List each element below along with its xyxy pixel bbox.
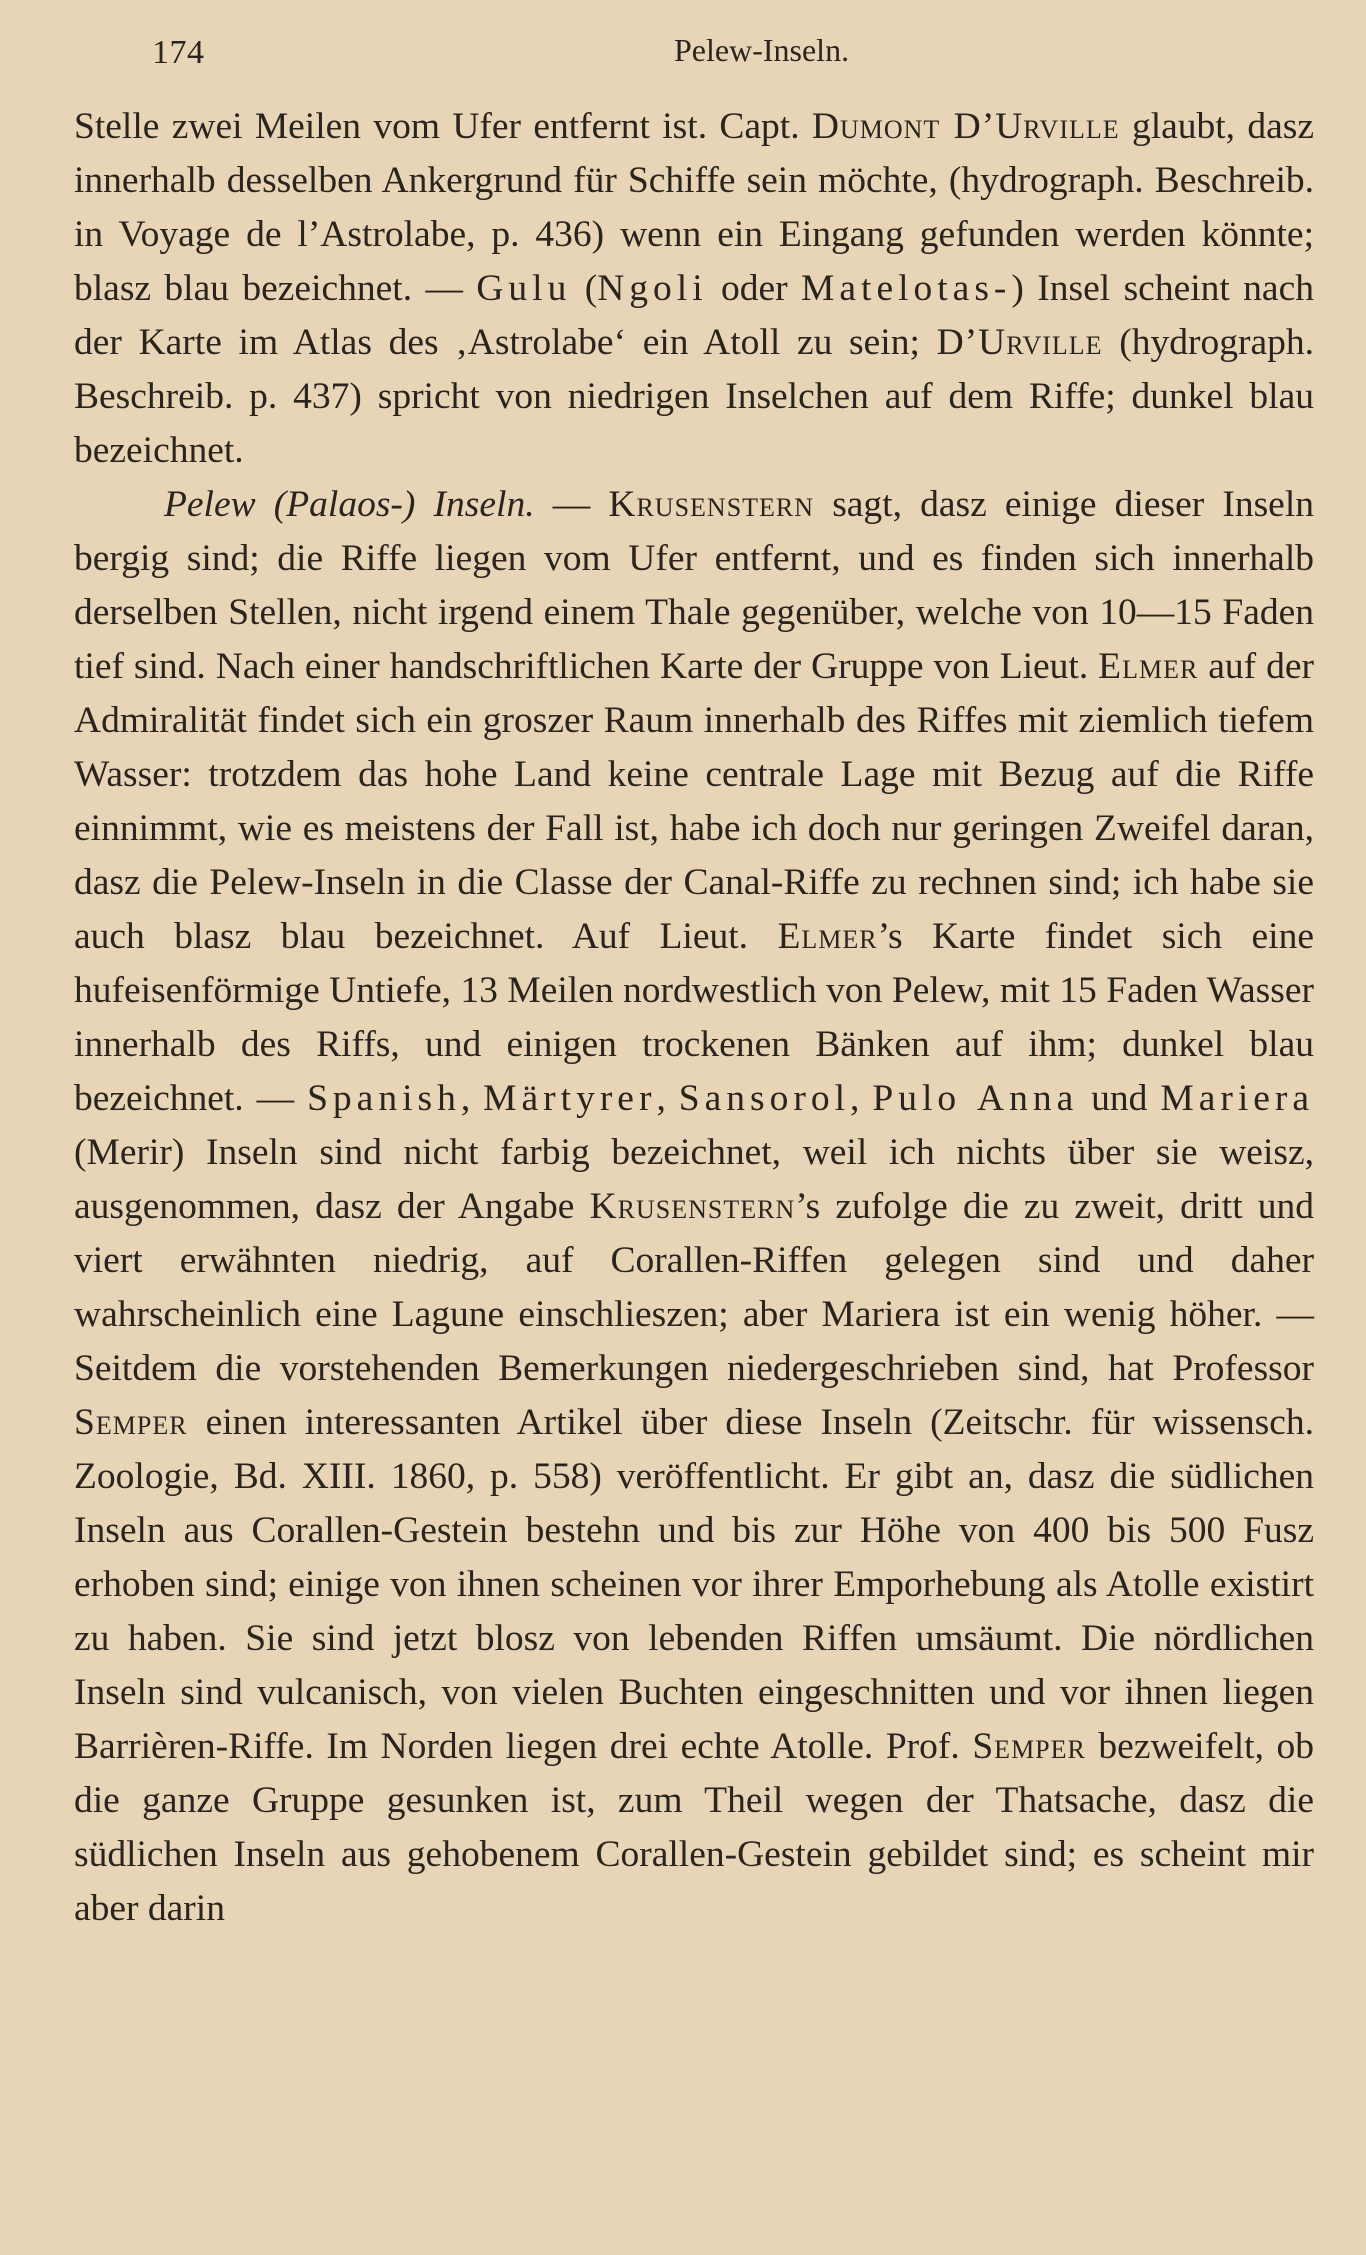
- author-name: Elmer: [777, 916, 878, 957]
- island-name: Pulo Anna: [872, 1078, 1079, 1119]
- author-name: Krusenstern: [589, 1186, 796, 1227]
- text-segment: einen interessanten Artikel über diese Inseln (Zeitschr. für wissensch. Zoologie, Bd. XIII. 1860, p. 558) veröffentlicht. Er gibt an, dasz die südlichen Inseln aus Corallen-Gestein bestehn und bis zur Höhe von 400 bis 500 Fusz erhoben sind; einige von ihnen scheinen vor ihrer Emporhebung als Atolle existirt zu haben. Sie sind jetzt blosz von lebenden Riffen umsäumt. Die nördlichen Inseln sind vulcanisch, von vielen Buchten eingeschnitten und vor ihnen liegen Barrièren-Riffe. Im Norden liegen drei echte Atolle. Prof.: [74, 1402, 1314, 1767]
- island-name: Spanish: [307, 1078, 461, 1119]
- text-segment: oder: [707, 268, 802, 309]
- island-name: Matelotas-: [801, 268, 1012, 309]
- text-segment: ,: [656, 1078, 679, 1119]
- author-name: Semper: [74, 1402, 188, 1443]
- running-title: Pelew-Inseln.: [674, 32, 850, 68]
- text-segment: auf der Admiralität findet sich ein groszer Raum innerhalb des Riffes mit ziemlich tiefem Wasser: trotzdem das hohe Land keine centrale Lage mit Bezug auf die Riffe einnimmt, wie es meistens der Fall ist, habe ich doch nur geringen Zweifel daran, dasz die Pelew-Inseln in die Classe der Canal-Riffe zu rechnen sind; ich habe sie auch blasz blau bezeichnet. Auf Lieut.: [74, 646, 1314, 957]
- text-segment: ,: [850, 1078, 873, 1119]
- text-segment: ) Insel scheint nach der Karte im Atlas des ‚Astrolabe‘ ein Atoll zu sein;: [74, 268, 1314, 363]
- author-name: Dumont D’Urville: [811, 106, 1120, 147]
- page-header: [74, 0, 1366, 100]
- section-heading: Pelew (Palaos-) Inseln.: [164, 484, 535, 525]
- text-segment: (: [571, 268, 598, 309]
- text-segment: ,: [460, 1078, 484, 1119]
- text-segment: ’s Karte findet sich eine hufeisenförmige Untiefe, 13 Meilen nordwestlich von Pelew, mit 15 Faden Wasser innerhalb des Riffs, und einigen trockenen Bänken auf ihm; dunkel blau bezeichnet. —: [74, 916, 1314, 1119]
- author-name: Semper: [972, 1726, 1086, 1767]
- author-name: D’Urville: [936, 322, 1103, 363]
- author-name: Elmer: [1098, 646, 1199, 687]
- island-name: Sansorol: [678, 1078, 851, 1119]
- paragraph-pelew: [74, 478, 1314, 1936]
- body-text: [74, 100, 1314, 1936]
- island-name: Märtyrer: [483, 1078, 657, 1119]
- island-name: Gulu: [476, 268, 572, 309]
- text-segment: —: [534, 484, 609, 525]
- island-name: Merir: [86, 1132, 172, 1173]
- page-number: 174: [152, 34, 205, 71]
- island-name: Ngoli: [597, 268, 708, 309]
- text-segment: Stelle zwei Meilen vom Ufer entfernt ist. Capt.: [74, 106, 812, 147]
- text-segment: sagt, dasz einige dieser Inseln bergig sind; die Riffe liegen vom Ufer entfernt, und es finden sich innerhalb derselben Stellen, nicht irgend einem Thale gegenüber, welche von 10—15 Faden tief sind. Nach einer handschriftlichen Karte der Gruppe von Lieut.: [74, 484, 1314, 687]
- text-segment: und: [1078, 1078, 1161, 1119]
- text-segment: glaubt, dasz innerhalb desselben Ankergrund für Schiffe sein möchte, (hydrograph. Beschreib. in Voyage de l’Astrolabe, p. 436) wenn ein Eingang gefunden werden könnte; blasz blau bezeichnet. —: [74, 106, 1314, 309]
- text-segment: ’s zufolge die zu zweit, dritt und viert erwähnten niedrig, auf Corallen-Riffen gelegen sind und daher wahrscheinlich eine Lagune einschlieszen; aber Mariera ist ein wenig höher. — Seitdem die vorstehenden Bemerkungen niedergeschrieben sind, hat Professor: [74, 1186, 1314, 1389]
- island-name: Mariera: [1160, 1078, 1315, 1119]
- paragraph-continued: [74, 100, 1314, 478]
- text-segment: bezweifelt, ob die ganze Gruppe gesunken ist, zum Theil wegen der Thatsache, dasz die südlichen Inseln aus gehobenem Corallen-Gestein gebildet sind; es scheint mir aber darin: [74, 1726, 1314, 1929]
- text-segment: ) Inseln sind nicht farbig bezeichnet, weil ich nichts über sie weisz, ausgenommen, dasz der Angabe: [74, 1132, 1314, 1227]
- text-segment: (hydrograph. Beschreib. p. 437) spricht von niedrigen Inselchen auf dem Riffe; dunkel blau bezeichnet.: [74, 322, 1315, 471]
- text-segment: (: [74, 1132, 87, 1173]
- author-name: Krusenstern: [608, 484, 815, 525]
